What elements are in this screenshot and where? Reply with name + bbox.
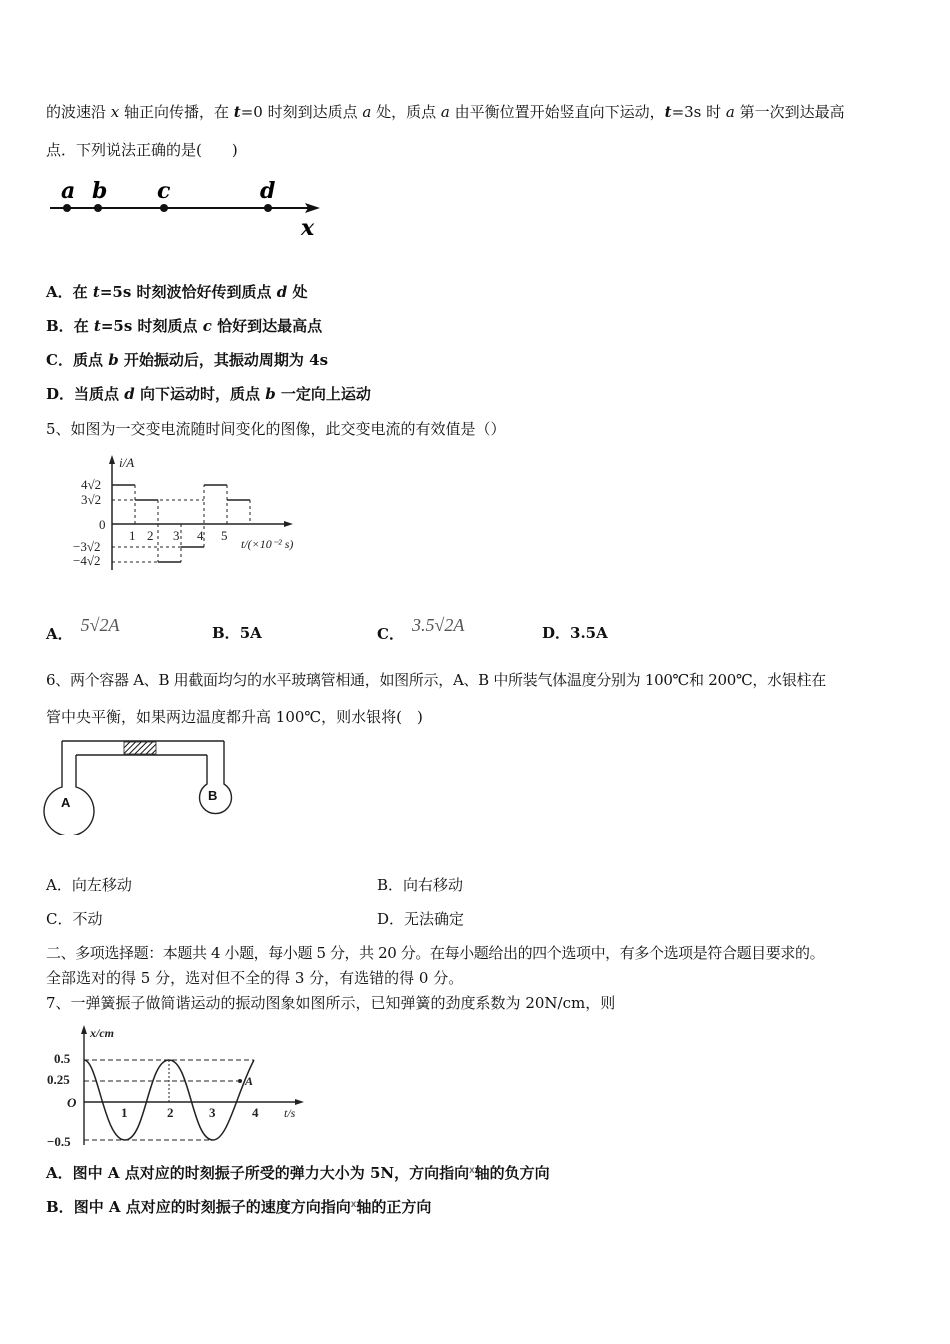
var: t xyxy=(93,317,101,335)
text: 在 xyxy=(72,283,93,301)
text: 第一次到达最高 xyxy=(734,103,845,121)
option-value: 3.5A xyxy=(570,624,608,642)
x-tick: 2 xyxy=(167,1105,174,1120)
text: 处 xyxy=(287,283,308,301)
q6-option-a xyxy=(46,875,132,895)
q5-option-d xyxy=(542,623,608,643)
var: x xyxy=(110,103,120,121)
option-letter: D． xyxy=(46,385,75,403)
text: 恰好到达最高点 xyxy=(211,317,323,335)
point-d-label: d xyxy=(260,178,276,204)
point-a-label: A xyxy=(245,1074,254,1088)
var: d xyxy=(276,283,288,301)
option-letter: A． xyxy=(46,1164,73,1182)
gas-containers-figure xyxy=(40,735,240,835)
point-a-marker xyxy=(238,1079,242,1083)
text: 向下运动时，质点 xyxy=(134,385,266,403)
container-a-label: A xyxy=(61,795,71,810)
var: a xyxy=(440,103,450,121)
option-letter: B． xyxy=(212,624,240,642)
x-axis-label: t/(×10⁻² s) xyxy=(241,537,294,551)
text: 处，质点 xyxy=(371,103,441,121)
y-axis-label: i/A xyxy=(119,455,135,470)
text: 开始振动后，其振动周期为 4s xyxy=(118,351,329,369)
y-tick: −0.5 xyxy=(47,1134,71,1147)
point-b-label: b xyxy=(92,178,108,204)
ac-current-graph xyxy=(65,452,315,574)
option-letter: B． xyxy=(46,317,74,335)
q5-option-a xyxy=(46,615,120,644)
var: d xyxy=(124,385,135,403)
shm-vibration-graph xyxy=(42,1022,312,1147)
option-letter: B． xyxy=(46,1198,74,1216)
container-b-label: B xyxy=(208,788,218,803)
option-letter: A． xyxy=(46,283,73,301)
text: 由平衡位置开始竖直向下运动， xyxy=(449,103,665,121)
x-tick: 4 xyxy=(197,528,204,543)
option-text: 不动 xyxy=(72,910,103,928)
text: 轴正向传播，在 xyxy=(119,103,234,121)
option-text: 向右移动 xyxy=(403,876,464,894)
text: 图中 A 点对应的时刻振子所受的弹力大小为 5N，方向指向 xyxy=(72,1164,470,1182)
var: b xyxy=(265,385,276,403)
mercury-column xyxy=(124,742,156,754)
var: t xyxy=(92,283,100,301)
option-value: 3.5√2A xyxy=(411,615,465,635)
point-c-label: c xyxy=(157,178,171,204)
text: =5s 时刻波恰好传到质点 xyxy=(99,283,277,301)
q7-option-a xyxy=(46,1161,550,1183)
option-letter: C． xyxy=(46,910,73,928)
x-axis-label: x xyxy=(301,215,315,241)
x-tick: 4 xyxy=(252,1105,259,1120)
text: =0 时刻到达质点 xyxy=(240,103,363,121)
text: 的波速沿 xyxy=(46,103,111,121)
text: 质点 xyxy=(72,351,109,369)
x-tick: 5 xyxy=(221,528,228,543)
text: =5s 时刻质点 xyxy=(100,317,203,335)
axis-var: x xyxy=(469,1165,475,1176)
x-tick: 2 xyxy=(147,528,154,543)
y-tick: 0.25 xyxy=(47,1072,70,1087)
point-a-label: a xyxy=(61,178,76,204)
var: b xyxy=(108,351,119,369)
q4-option-c xyxy=(46,350,328,370)
text: 当质点 xyxy=(74,385,125,403)
x-axis-label: t/s xyxy=(284,1106,296,1120)
option-value: 5A xyxy=(239,624,262,642)
q7-option-b xyxy=(46,1195,431,1217)
q4-option-d xyxy=(46,384,371,404)
var: a xyxy=(725,103,735,121)
q6-option-b xyxy=(377,875,463,895)
text: 轴的负方向 xyxy=(474,1164,550,1182)
text: 图中 A 点对应的时刻振子的速度方向指向 xyxy=(73,1198,351,1216)
section-2-heading-line1: 二、多项选择题：本题共 4 小题，每小题 5 分，共 20 分。在每小题给出的四个选项中，有多个选项是符合题目要求的。 xyxy=(46,944,825,962)
text: 轴的正方向 xyxy=(356,1198,432,1216)
q5-stem: 5、如图为一交变电流随时间变化的图像，此交变电流的有效值是（） xyxy=(46,420,506,438)
y-tick: −3√2 xyxy=(73,539,101,554)
q6-option-d xyxy=(377,909,464,929)
option-letter: A． xyxy=(46,625,73,643)
q6-option-c xyxy=(46,909,103,929)
text: =3s 时 xyxy=(671,103,726,121)
q5-option-b xyxy=(212,623,262,643)
axis-var: x xyxy=(350,1199,357,1210)
q4-option-b xyxy=(46,316,322,336)
y-tick: 0 xyxy=(99,517,106,532)
q4-stem-line2: 点．下列说法正确的是( ) xyxy=(46,141,238,159)
q5-option-c xyxy=(377,615,465,644)
option-text: 向左移动 xyxy=(71,876,132,894)
y-tick: 3√2 xyxy=(81,492,102,507)
x-tick: 1 xyxy=(129,528,136,543)
q7-stem: 7、一弹簧振子做简谐运动的振动图象如图所示，已知弹簧的劲度系数为 20N/cm，则 xyxy=(46,994,616,1012)
option-letter: D． xyxy=(542,624,571,642)
q6-stem-line2: 管中央平衡，如果两边温度都升高 100℃，则水银将( ) xyxy=(46,708,423,726)
option-letter: D． xyxy=(377,910,405,928)
var: t xyxy=(233,103,241,121)
option-letter: C． xyxy=(46,351,73,369)
y-tick: O xyxy=(67,1095,77,1110)
var: c xyxy=(202,317,212,335)
q4-option-a xyxy=(46,282,307,302)
q4-stem-line1 xyxy=(46,102,845,122)
wave-points-figure xyxy=(45,172,330,242)
text: 在 xyxy=(73,317,94,335)
y-tick: 4√2 xyxy=(81,477,102,492)
option-letter: C． xyxy=(377,625,404,643)
y-tick: 0.5 xyxy=(54,1051,71,1066)
var: t xyxy=(664,103,672,121)
var: a xyxy=(362,103,372,121)
section-2-heading-line2: 全部选对的得 5 分，选对但不全的得 3 分，有选错的得 0 分。 xyxy=(46,969,464,987)
y-tick: −4√2 xyxy=(73,553,101,568)
option-text: 无法确定 xyxy=(404,910,465,928)
option-value: 5√2A xyxy=(80,615,120,635)
text: 一定向上运动 xyxy=(275,385,371,403)
option-letter: B． xyxy=(377,876,404,894)
q6-stem-line1: 6、两个容器 A、B 用截面均匀的水平玻璃管相通，如图所示，A、B 中所装气体温度分别为 100℃和 200℃，水银柱在 xyxy=(46,671,826,689)
x-tick: 3 xyxy=(173,528,180,543)
x-tick: 1 xyxy=(121,1105,128,1120)
y-axis-label: x/cm xyxy=(90,1026,114,1040)
x-tick: 3 xyxy=(209,1105,216,1120)
option-letter: A． xyxy=(46,876,72,894)
